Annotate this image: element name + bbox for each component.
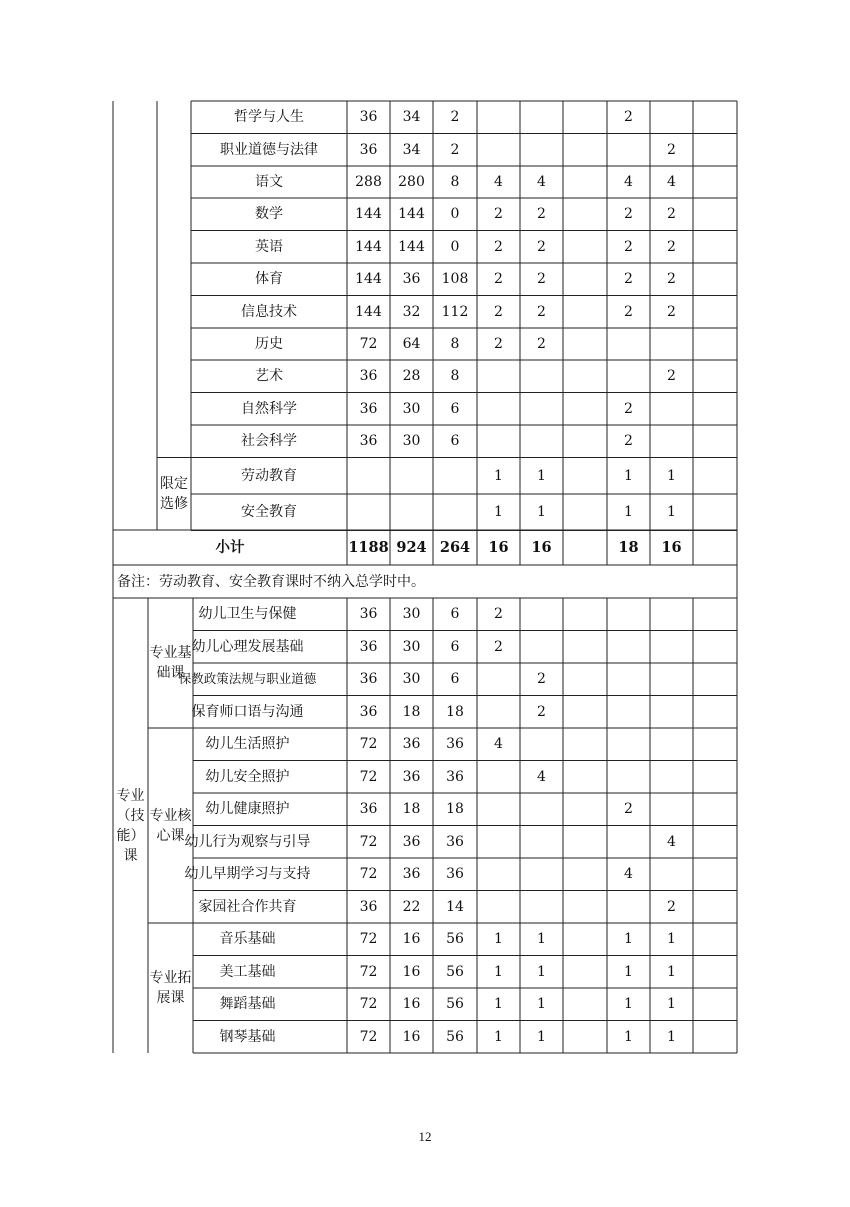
- course-name: 艺术: [255, 368, 283, 385]
- table-cell: [607, 696, 650, 729]
- table-cell: 2: [667, 271, 676, 288]
- table-cell: [607, 891, 650, 924]
- table-cell: [520, 101, 563, 133]
- table-cell: [693, 728, 737, 761]
- table-cell: 2: [494, 206, 503, 223]
- table-cell: 264: [439, 538, 471, 556]
- table-cell: [520, 858, 563, 891]
- table-cell: [650, 696, 693, 729]
- table-cell: 30: [402, 433, 421, 450]
- table-cell: 4: [667, 173, 676, 190]
- table-cell: 288: [355, 173, 382, 190]
- table-cell: 2: [667, 206, 676, 223]
- table-cell: 1: [667, 996, 676, 1013]
- table-cell: [693, 166, 737, 198]
- table-cell: [693, 231, 737, 263]
- table-cell: [693, 263, 737, 295]
- table-cell: [347, 494, 390, 531]
- table-cell: [563, 826, 607, 859]
- table-cell: 4: [667, 833, 676, 850]
- table-cell: [693, 393, 737, 425]
- table-cell: 144: [398, 206, 425, 223]
- table-cell: 1: [624, 467, 633, 484]
- table-cell: 1: [537, 1028, 546, 1045]
- table-cell: 2: [624, 238, 633, 255]
- table-cell: [693, 530, 737, 565]
- table-cell: 36: [446, 736, 464, 753]
- course-name: 幼儿心理发展基础: [191, 638, 304, 655]
- table-cell: [563, 360, 607, 392]
- course-group-label: 专业核心课: [149, 807, 192, 844]
- table-cell: [693, 101, 737, 133]
- table-cell: 2: [494, 335, 503, 352]
- table-cell: 72: [359, 833, 378, 850]
- table-cell: 56: [446, 1028, 464, 1045]
- table-cell: 16: [402, 996, 421, 1013]
- table-cell: 1: [537, 504, 546, 521]
- table-cell: [563, 631, 607, 664]
- course-name: 数学: [255, 206, 283, 223]
- table-cell: [563, 198, 607, 230]
- table-cell: 30: [402, 606, 421, 623]
- table-cell: 18: [446, 801, 464, 818]
- table-cell: 1: [624, 1028, 633, 1045]
- table-cell: 36: [402, 866, 421, 883]
- course-name: 保育师口语与沟通: [191, 703, 304, 720]
- course-name: 幼儿健康照护: [205, 801, 290, 818]
- table-cell: [693, 1021, 737, 1054]
- table-cell: 2: [537, 703, 546, 720]
- table-cell: [520, 826, 563, 859]
- table-cell: [563, 598, 607, 631]
- table-cell: [563, 530, 607, 565]
- table-cell: [477, 696, 520, 729]
- table-cell: 0: [450, 238, 460, 255]
- course-name: 体育: [255, 271, 283, 288]
- table-cell: [477, 393, 520, 425]
- table-cell: 1: [624, 963, 633, 980]
- table-cell: [520, 425, 563, 457]
- table-cell: 72: [359, 736, 378, 753]
- course-name: 语文: [255, 173, 283, 190]
- table-cell: [390, 494, 433, 531]
- table-cell: [477, 761, 520, 794]
- table-cell: 6: [450, 606, 460, 623]
- table-cell: [563, 728, 607, 761]
- table-cell: [520, 891, 563, 924]
- table-cell: [693, 494, 737, 531]
- table-cell: 2: [624, 206, 633, 223]
- table-cell: 6: [450, 638, 460, 655]
- page-number: 12: [418, 1129, 432, 1144]
- table-cell: 2: [450, 141, 460, 158]
- table-cell: 144: [398, 238, 425, 255]
- table-cell: 36: [359, 703, 378, 720]
- table-cell: 2: [624, 433, 633, 450]
- table-cell: 32: [402, 303, 421, 320]
- table-cell: 6: [450, 433, 460, 450]
- table-cell: [650, 393, 693, 425]
- table-cell: [520, 598, 563, 631]
- table-cell: 6: [450, 671, 460, 688]
- table-cell: 144: [355, 303, 382, 320]
- table-cell: [563, 696, 607, 729]
- subtotal-label: 小计: [215, 538, 245, 556]
- table-cell: [563, 295, 607, 327]
- table-cell: [477, 425, 520, 457]
- table-cell: 16: [402, 1028, 421, 1045]
- table-cell: 2: [667, 238, 676, 255]
- table-cell: 56: [446, 963, 464, 980]
- table-cell: 2: [494, 238, 503, 255]
- table-cell: 72: [359, 335, 378, 352]
- table-cell: [607, 133, 650, 165]
- table-cell: 64: [402, 335, 421, 352]
- course-name: 安全教育: [241, 504, 297, 521]
- table-cell: [520, 793, 563, 826]
- table-cell: 2: [667, 368, 676, 385]
- table-cell: [520, 360, 563, 392]
- course-name: 幼儿生活照护: [205, 736, 290, 753]
- table-cell: [693, 696, 737, 729]
- table-cell: [693, 988, 737, 1021]
- table-cell: 1188: [348, 538, 389, 556]
- course-name: 美工基础: [219, 963, 276, 980]
- table-cell: [650, 793, 693, 826]
- table-cell: 112: [441, 303, 469, 320]
- table-cell: 36: [402, 736, 421, 753]
- table-cell: 2: [667, 898, 676, 915]
- table-cell: [693, 663, 737, 696]
- table-cell: 108: [441, 271, 469, 288]
- table-cell: [563, 263, 607, 295]
- table-cell: [520, 393, 563, 425]
- table-cell: [563, 923, 607, 956]
- table-cell: 36: [402, 768, 421, 785]
- table-cell: [433, 457, 477, 494]
- table-cell: 36: [359, 898, 378, 915]
- table-note: 备注：劳动教育、安全教育课时不纳入总学时中。: [117, 573, 425, 590]
- table-cell: 4: [494, 173, 503, 190]
- table-cell: 22: [402, 898, 421, 915]
- course-name: 家园社合作共育: [198, 898, 297, 915]
- table-cell: 1: [667, 963, 676, 980]
- table-cell: 36: [446, 768, 464, 785]
- course-name: 劳动教育: [241, 467, 297, 484]
- table-cell: [477, 360, 520, 392]
- table-cell: 2: [667, 303, 676, 320]
- table-cell: 1: [667, 504, 676, 521]
- table-cell: [563, 956, 607, 989]
- table-cell: [563, 891, 607, 924]
- table-cell: 36: [359, 801, 378, 818]
- course-group-label: 专业基础课: [149, 645, 192, 681]
- table-cell: 8: [450, 335, 460, 352]
- table-cell: 56: [446, 931, 464, 948]
- table-cell: 1: [667, 467, 676, 484]
- table-cell: [477, 793, 520, 826]
- course-name: 幼儿卫生与保健: [198, 606, 297, 623]
- table-cell: [650, 425, 693, 457]
- table-cell: 2: [624, 801, 633, 818]
- table-cell: 0: [450, 206, 460, 223]
- table-cell: 16: [531, 538, 552, 556]
- course-name: 钢琴基础: [219, 1028, 276, 1045]
- course-name: 保教政策法规与职业道德: [178, 671, 317, 687]
- table-cell: 36: [359, 400, 378, 417]
- table-cell: [563, 101, 607, 133]
- table-cell: [693, 631, 737, 664]
- table-cell: 36: [446, 833, 464, 850]
- course-name: 英语: [255, 238, 283, 255]
- table-cell: [477, 891, 520, 924]
- table-cell: [607, 598, 650, 631]
- table-cell: 30: [402, 400, 421, 417]
- table-cell: [693, 425, 737, 457]
- table-cell: [650, 598, 693, 631]
- table-cell: 2: [624, 400, 633, 417]
- table-cell: 72: [359, 866, 378, 883]
- table-cell: 36: [359, 141, 378, 158]
- course-name: 音乐基础: [219, 931, 276, 948]
- table-cell: 2: [624, 303, 633, 320]
- table-cell: [693, 133, 737, 165]
- table-cell: 1: [494, 931, 503, 948]
- course-name: 历史: [255, 335, 283, 352]
- table-cell: 1: [667, 931, 676, 948]
- table-cell: 144: [355, 271, 382, 288]
- table-cell: [563, 663, 607, 696]
- table-cell: [563, 494, 607, 531]
- table-cell: [607, 328, 650, 360]
- table-cell: 18: [446, 703, 464, 720]
- table-cell: 36: [359, 368, 378, 385]
- table-cell: 1: [667, 1028, 676, 1045]
- table-cell: 1: [537, 996, 546, 1013]
- table-cell: [693, 793, 737, 826]
- table-cell: 30: [402, 671, 421, 688]
- table-cell: 1: [494, 996, 503, 1013]
- professional-category-label: 专业（技能）课: [116, 787, 145, 864]
- table-cell: 1: [494, 1028, 503, 1045]
- table-cell: 1: [624, 931, 633, 948]
- course-name: 自然科学: [241, 400, 297, 417]
- table-cell: [563, 328, 607, 360]
- table-cell: [563, 133, 607, 165]
- table-cell: 2: [667, 141, 676, 158]
- course-name: 舞蹈基础: [219, 996, 276, 1013]
- table-cell: 34: [402, 109, 421, 126]
- table-cell: [693, 761, 737, 794]
- table-cell: [607, 663, 650, 696]
- table-cell: 2: [494, 303, 503, 320]
- table-cell: 4: [537, 768, 546, 785]
- table-cell: [650, 328, 693, 360]
- table-cell: 28: [402, 368, 421, 385]
- table-cell: 36: [359, 433, 378, 450]
- table-cell: 1: [537, 931, 546, 948]
- table-cell: 1: [494, 467, 503, 484]
- table-cell: 2: [494, 606, 503, 623]
- table-cell: [650, 663, 693, 696]
- table-cell: [563, 393, 607, 425]
- table-cell: [650, 858, 693, 891]
- table-cell: [607, 360, 650, 392]
- table-cell: [693, 457, 737, 494]
- table-cell: [520, 133, 563, 165]
- table-cell: 1: [537, 963, 546, 980]
- table-cell: 16: [488, 538, 509, 556]
- table-cell: 14: [446, 898, 464, 915]
- table-cell: [693, 923, 737, 956]
- table-cell: [563, 457, 607, 494]
- table-cell: [650, 761, 693, 794]
- table-cell: 8: [450, 368, 460, 385]
- table-cell: [607, 826, 650, 859]
- table-cell: 4: [494, 736, 503, 753]
- course-name: 哲学与人生: [234, 109, 304, 126]
- table-cell: [563, 166, 607, 198]
- table-cell: 72: [359, 768, 378, 785]
- table-cell: [693, 198, 737, 230]
- table-cell: 72: [359, 1028, 378, 1045]
- table-cell: [607, 728, 650, 761]
- table-cell: 36: [359, 638, 378, 655]
- table-cell: 18: [402, 703, 421, 720]
- table-cell: [563, 1021, 607, 1054]
- table-cell: [693, 295, 737, 327]
- table-cell: 36: [359, 606, 378, 623]
- table-cell: 2: [537, 238, 546, 255]
- table-cell: 4: [624, 866, 633, 883]
- table-cell: [693, 826, 737, 859]
- table-cell: [433, 494, 477, 531]
- table-cell: 2: [537, 303, 546, 320]
- table-cell: [693, 328, 737, 360]
- table-cell: [477, 858, 520, 891]
- table-cell: [650, 631, 693, 664]
- course-group-label: 专业拓展课: [149, 970, 192, 1006]
- table-cell: 6: [450, 400, 460, 417]
- table-cell: [520, 728, 563, 761]
- table-cell: 36: [446, 866, 464, 883]
- table-cell: [563, 858, 607, 891]
- table-cell: 72: [359, 996, 378, 1013]
- table-cell: 1: [494, 504, 503, 521]
- table-cell: 4: [537, 173, 546, 190]
- table-cell: [693, 360, 737, 392]
- table-cell: 144: [355, 206, 382, 223]
- table-cell: [607, 631, 650, 664]
- table-cell: 16: [402, 963, 421, 980]
- table-cell: [563, 761, 607, 794]
- table-cell: 16: [661, 538, 682, 556]
- table-cell: [607, 761, 650, 794]
- table-cell: 36: [402, 271, 421, 288]
- course-name: 职业道德与法律: [220, 141, 318, 158]
- table-cell: 1: [624, 504, 633, 521]
- table-cell: 56: [446, 996, 464, 1013]
- course-name: 幼儿早期学习与支持: [184, 866, 311, 883]
- table-cell: 1: [537, 467, 546, 484]
- table-cell: 2: [624, 109, 633, 126]
- table-cell: 2: [537, 206, 546, 223]
- table-cell: 2: [537, 671, 546, 688]
- table-cell: 8: [450, 173, 460, 190]
- table-cell: 2: [494, 271, 503, 288]
- table-cell: [650, 728, 693, 761]
- table-cell: [563, 425, 607, 457]
- table-cell: 4: [624, 173, 633, 190]
- table-cell: 924: [396, 538, 427, 556]
- table-cell: 18: [402, 801, 421, 818]
- table-cell: 72: [359, 931, 378, 948]
- table-cell: [477, 133, 520, 165]
- table-cell: [693, 858, 737, 891]
- table-cell: 16: [402, 931, 421, 948]
- table-cell: 2: [450, 109, 460, 126]
- table-cell: [563, 988, 607, 1021]
- table-cell: 34: [402, 141, 421, 158]
- table-cell: 36: [359, 109, 378, 126]
- table-cell: [390, 457, 433, 494]
- table-cell: [477, 101, 520, 133]
- table-cell: 280: [398, 173, 425, 190]
- table-cell: [520, 631, 563, 664]
- table-cell: [477, 826, 520, 859]
- table-cell: [693, 891, 737, 924]
- table-cell: 2: [537, 271, 546, 288]
- table-cell: 1: [624, 996, 633, 1013]
- table-cell: [693, 598, 737, 631]
- course-name: 社会科学: [241, 433, 297, 450]
- table-cell: 2: [624, 271, 633, 288]
- course-name: 幼儿行为观察与引导: [184, 833, 311, 850]
- table-cell: 2: [537, 335, 546, 352]
- table-cell: [693, 956, 737, 989]
- table-cell: [563, 793, 607, 826]
- table-cell: 18: [618, 538, 639, 556]
- table-cell: 36: [359, 671, 378, 688]
- table-cell: 72: [359, 963, 378, 980]
- table-cell: 1: [494, 963, 503, 980]
- course-name: 信息技术: [241, 303, 297, 320]
- table-cell: 36: [402, 833, 421, 850]
- table-cell: [563, 231, 607, 263]
- table-cell: 2: [494, 638, 503, 655]
- table-cell: [650, 101, 693, 133]
- table-cell: [477, 663, 520, 696]
- course-name: 幼儿安全照护: [205, 768, 290, 785]
- table-cell: [347, 457, 390, 494]
- limited-elective-label: 限定选修: [160, 475, 188, 512]
- table-cell: 30: [402, 638, 421, 655]
- table-cell: 144: [355, 238, 382, 255]
